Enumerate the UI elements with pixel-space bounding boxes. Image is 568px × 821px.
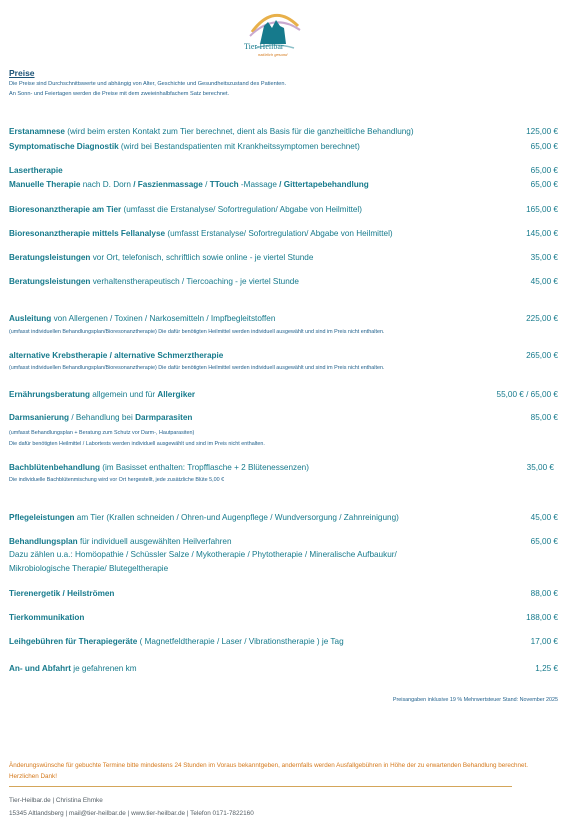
item-desc-line: Mikrobiologische Therapie/ Blutegeltherapie xyxy=(9,564,169,573)
item-title-4: / Gittertapebehandlung xyxy=(279,180,369,189)
vat-note: Preisangaben inklusive 19 % Mehrwertsteuer Stand: November 2025 xyxy=(392,697,558,703)
item-desc: je gefahrenen km xyxy=(71,664,137,673)
item-beratung-2 xyxy=(9,277,299,286)
item-desc: von Allergenen / Toxinen / Narkosemitteln / Impfbegleitstoffen xyxy=(51,314,276,323)
item-title: Erstanamnese xyxy=(9,127,65,136)
item-desc: nach D. Dorn xyxy=(80,180,134,189)
price-ausleitung: 225,00 € xyxy=(526,314,558,323)
item-fellanalyse xyxy=(9,229,393,238)
item-desc-2: -Massage xyxy=(238,180,280,189)
logo xyxy=(238,4,310,64)
item-title-2: Allergiker xyxy=(157,390,196,399)
contact-line-2: 15345 Altlandsberg | mail@tier-heilbar.de | www.tier-heilbar.de | Telefon 0171-7822160 xyxy=(9,810,254,817)
contact-line-1: Tier-Heilbar.de | Christina Ehmke xyxy=(9,797,103,804)
price-fellanalyse: 145,00 € xyxy=(526,229,558,238)
item-note: Die individuelle Bachblütenmischung wird vor Ort hergestellt, jede zusätzliche Blüte 5,00 € xyxy=(9,477,225,483)
item-title: Beratungsleistungen xyxy=(9,277,91,286)
item-desc: (wird beim ersten Kontakt zum Tier berechnet, dient als Basis für die ganzheitliche Behandlung) xyxy=(64,127,414,136)
item-desc: am Tier (Krallen schneiden / Ohren-und Augenpflege / Wundversorgung / Zahnreinigung) xyxy=(74,513,399,522)
item-note: (umfasst individuellen Behandlungsplan/Bioresonanztherapie) Die dafür benötigten Heilmittel werden individuell ausgewählt und sind im Preis nicht enthalten. xyxy=(9,329,385,335)
item-manuell xyxy=(9,180,369,189)
divider xyxy=(9,786,512,787)
price-pflege: 45,00 € xyxy=(530,513,558,522)
price-erstanamnese: 125,00 € xyxy=(526,127,558,136)
item-desc: (umfasst Erstanalyse/ Sofortregulation/ Abgabe von Heilmittel) xyxy=(165,229,393,238)
item-note: (umfasst individuellen Behandlungsplan/Bioresonanztherapie) Die dafür benötigten Heilmittel werden individuell ausgewählt und sind im Preis nicht enthalten. xyxy=(9,365,385,371)
item-sep: / xyxy=(202,180,210,189)
item-laser: Lasertherapie xyxy=(9,166,63,175)
price-bachblueten: 35,00 € xyxy=(526,463,554,472)
item-leihgebuehren xyxy=(9,637,344,646)
logo-tagline: natürlich gesund xyxy=(258,52,288,57)
item-desc: für individuell ausgewählten Heilverfahren xyxy=(77,537,232,546)
item-title: Manuelle Therapie xyxy=(9,180,81,189)
item-bachblueten xyxy=(9,463,309,472)
item-title: An- und Abfahrt xyxy=(9,664,71,673)
price-bioresonanz: 165,00 € xyxy=(526,205,558,214)
item-ernaehrung xyxy=(9,390,195,399)
item-desc: (wird bei Bestandspatienten mit Krankheitssymptomen berechnet) xyxy=(118,142,360,151)
item-title: Leihgebühren für Therapiegeräte xyxy=(9,637,138,646)
item-title: Ernährungsberatung xyxy=(9,390,90,399)
item-behandlungsplan xyxy=(9,537,232,546)
price-ernaehrung: 55,00 € / 65,00 € xyxy=(496,390,558,399)
item-anfahrt xyxy=(9,664,137,673)
item-note: (umfasst Behandlungsplan + Beratung zum Schutz vor Darm-, Hautparasiten) xyxy=(9,430,195,436)
price-symptomatisch: 65,00 € xyxy=(530,142,558,151)
price-beratung-2: 45,00 € xyxy=(530,277,558,286)
item-title-2: Darmparasiten xyxy=(135,413,193,422)
item-desc: verhaltenstherapeutisch / Tiercoaching - je viertel Stunde xyxy=(90,277,299,286)
item-beratung-1 xyxy=(9,253,313,262)
item-bioresonanz xyxy=(9,205,362,214)
price-anfahrt: 1,25 € xyxy=(535,664,558,673)
item-desc: / Behandlung bei xyxy=(69,413,136,422)
logo-name: Tier-Heilbar xyxy=(244,42,284,51)
item-pflege xyxy=(9,513,399,522)
item-title: Bioresonanztherapie mittels Fellanalyse xyxy=(9,229,166,238)
price-kommunikation: 188,00 € xyxy=(526,613,558,622)
item-darmsanierung xyxy=(9,413,192,422)
item-title: Pflegeleistungen xyxy=(9,513,75,522)
price-krebstherapie: 265,00 € xyxy=(526,351,558,360)
item-title: Darmsanierung xyxy=(9,413,70,422)
item-title: Ausleitung xyxy=(9,314,52,323)
item-desc: ( Magnetfeldtherapie / Laser / Vibrationstherapie ) je Tag xyxy=(137,637,344,646)
page-title: Preise xyxy=(9,68,35,78)
item-krebstherapie: alternative Krebstherapie / alternative Schmerztherapie xyxy=(9,351,224,360)
price-darmsanierung: 85,00 € xyxy=(530,413,558,422)
item-desc: allgemein und für xyxy=(89,390,158,399)
item-energetik: Tierenergetik / Heilströmen xyxy=(9,589,115,598)
item-title-3: TTouch xyxy=(209,180,239,189)
item-title: Symptomatische Diagnostik xyxy=(9,142,119,151)
cancellation-note: Änderungswünsche für gebuchte Termine bitte mindestens 24 Stunden im Voraus bekanntgeben, andernfalls werden Ausfallgebühren in Höhe der zu erwartenden Behandlung berechnet. Herzlichen Dank! xyxy=(9,762,529,780)
item-title: Behandlungsplan xyxy=(9,537,78,546)
price-laser: 65,00 € xyxy=(530,166,558,175)
item-erstanamnese xyxy=(9,127,414,136)
price-leihgebuehren: 17,00 € xyxy=(530,637,558,646)
item-title: Bachblütenbehandlung xyxy=(9,463,100,472)
item-desc: (im Basisset enthalten: Tropfflasche + 2 Blütenessenzen) xyxy=(99,463,309,472)
item-title-2: / Faszienmassage xyxy=(133,180,203,189)
item-note: Die dafür benötigten Heilmittel / Labortests werden individuell ausgewählt und sind im Preis nicht enthalten. xyxy=(9,441,265,447)
item-title: Beratungsleistungen xyxy=(9,253,91,262)
price-beratung-1: 35,00 € xyxy=(530,253,558,262)
item-ausleitung xyxy=(9,314,275,323)
item-desc: (umfasst die Erstanalyse/ Sofortregulation/ Abgabe von Heilmittel) xyxy=(121,205,362,214)
item-desc-line: Dazu zählen u.a.: Homöopathie / Schüssler Salze / Mykotherapie / Phytotherapie / Mineralische Aufbaukur/ xyxy=(9,550,397,559)
item-desc: vor Ort, telefonisch, schriftlich sowie online - je viertel Stunde xyxy=(90,253,314,262)
item-kommunikation: Tierkommunikation xyxy=(9,613,85,622)
item-title: Bioresonanztherapie am Tier xyxy=(9,205,122,214)
intro-line-1: Die Preise sind Durchschnittswerte und abhängig von Alter, Geschichte und Gesundheitszustand des Patienten. xyxy=(9,81,287,87)
item-symptomatisch xyxy=(9,142,360,151)
intro-line-2: An Sonn- und Feiertagen werden die Preise mit dem zweieinhalbfachem Satz berechnet. xyxy=(9,91,230,97)
price-manuell: 65,00 € xyxy=(530,180,558,189)
price-energetik: 88,00 € xyxy=(530,589,558,598)
price-behandlungsplan: 65,00 € xyxy=(530,537,558,546)
